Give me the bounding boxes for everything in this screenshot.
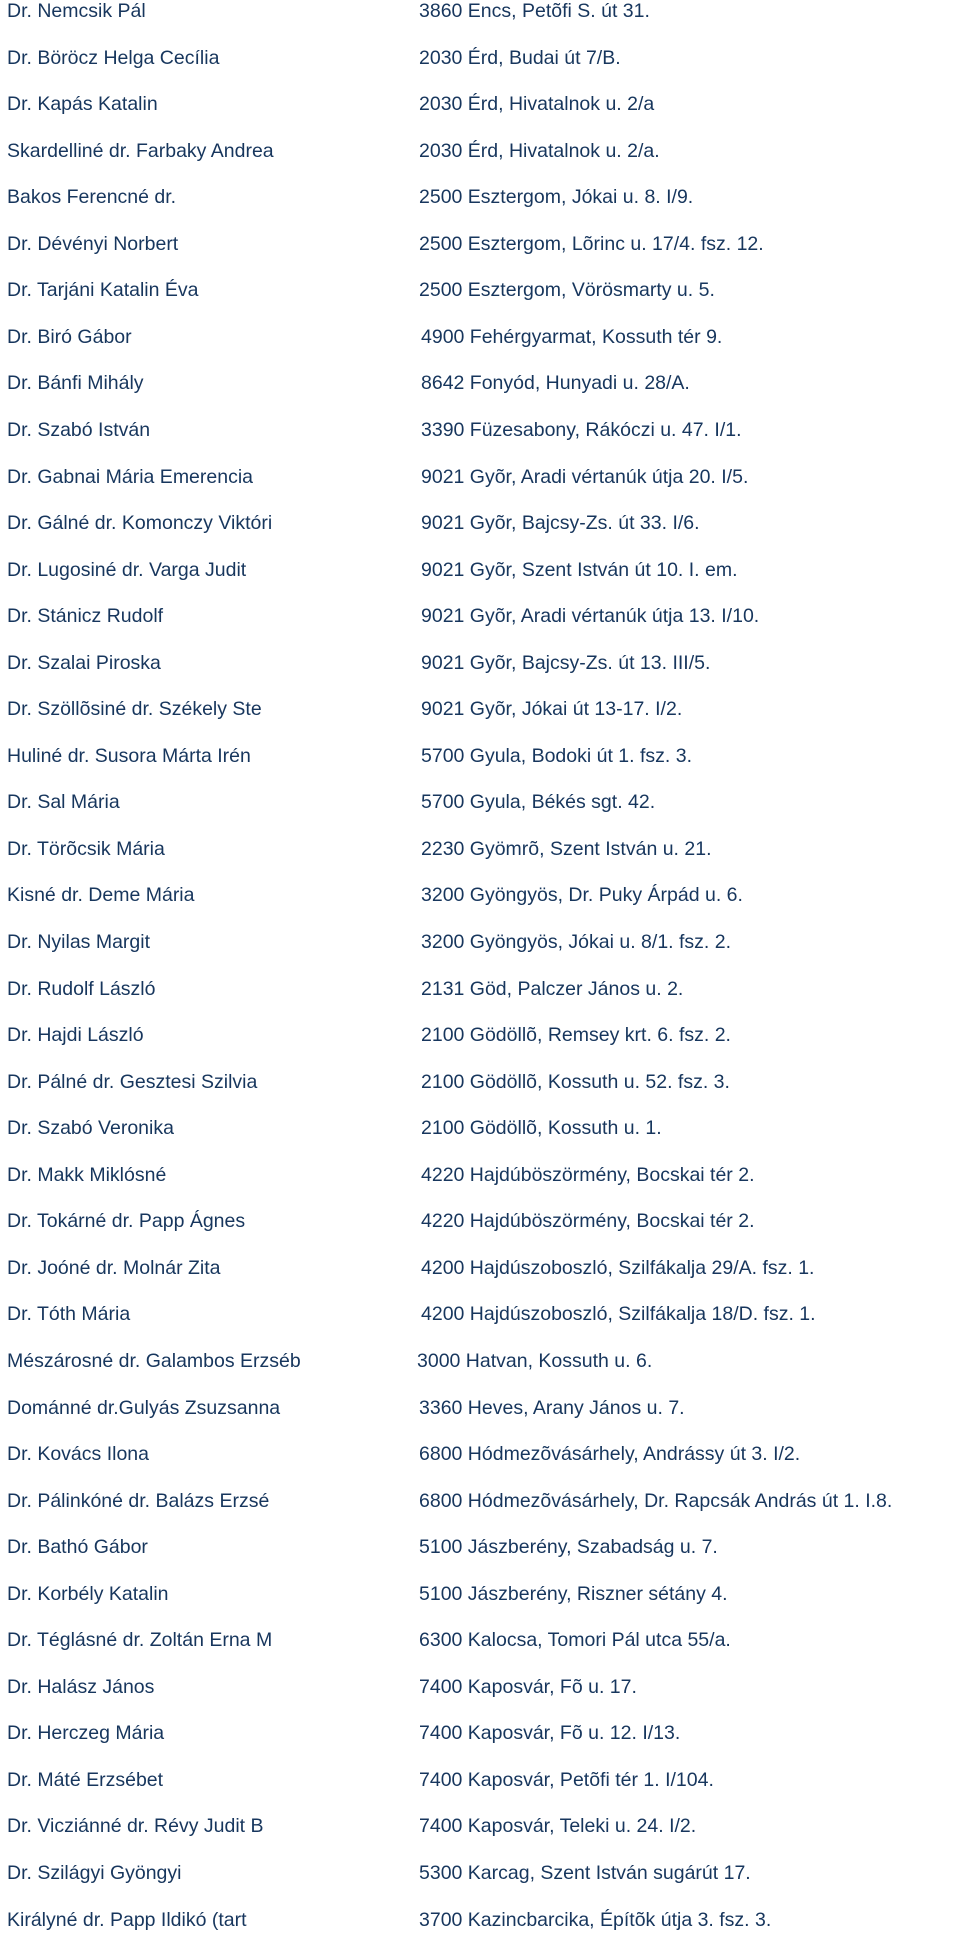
list-item: [0, 43, 960, 73]
list-item: [0, 1160, 960, 1190]
person-name: Dr. Rudolf László: [7, 978, 156, 1000]
person-name: Mészárosné dr. Galambos Erzséb: [7, 1350, 301, 1372]
address-text: 6300 Kalocsa, Tomori Pál utca 55/a.: [419, 1629, 731, 1651]
person-name: Dománné dr.Gulyás Zsuzsanna: [7, 1397, 281, 1419]
person-name: Dr. Joóné dr. Molnár Zita: [7, 1257, 221, 1279]
person-name: Dr. Sal Mária: [7, 791, 120, 813]
list-item: [0, 89, 960, 119]
person-name: Dr. Szalai Piroska: [7, 652, 161, 674]
person-name: Dr. Téglásné dr. Zoltán Erna M: [7, 1629, 273, 1651]
person-name: Dr. Hajdi László: [7, 1024, 144, 1046]
address-text: 2100 Gödöllõ, Remsey krt. 6. fsz. 2.: [421, 1024, 731, 1046]
list-item: [0, 275, 960, 305]
list-item: [0, 1346, 960, 1376]
address-text: 3390 Füzesabony, Rákóczi u. 47. I/1.: [421, 419, 742, 441]
list-item: [0, 555, 960, 585]
person-name: Királyné dr. Papp Ildikó (tart: [7, 1909, 247, 1931]
list-item: [0, 1299, 960, 1329]
list-item: [0, 787, 960, 817]
person-name: Huliné dr. Susora Márta Irén: [7, 745, 251, 767]
person-name: Dr. Stánicz Rudolf: [7, 605, 164, 627]
list-item: [0, 1253, 960, 1283]
person-name: Dr. Tarjáni Katalin Éva: [7, 279, 199, 301]
address-text: 9021 Gyõr, Jókai út 13-17. I/2.: [421, 698, 683, 720]
person-name: Dr. Makk Miklósné: [7, 1164, 167, 1186]
address-text: 5700 Gyula, Békés sgt. 42.: [421, 791, 656, 813]
person-name: Skardelliné dr. Farbaky Andrea: [7, 140, 274, 162]
address-text: 2500 Esztergom, Jókai u. 8. I/9.: [419, 186, 694, 208]
list-item: [0, 229, 960, 259]
address-text: 5700 Gyula, Bodoki út 1. fsz. 3.: [421, 745, 692, 767]
address-text: 2100 Gödöllõ, Kossuth u. 1.: [421, 1117, 662, 1139]
list-item: [0, 322, 960, 352]
list-item: [0, 741, 960, 771]
list-item: [0, 1206, 960, 1236]
address-text: 9021 Gyõr, Aradi vértanúk útja 13. I/10.: [421, 605, 760, 627]
person-name: Dr. Biró Gábor: [7, 326, 132, 348]
person-name: Dr. Tokárné dr. Papp Ágnes: [7, 1210, 246, 1232]
address-text: 2131 Göd, Palczer János u. 2.: [421, 978, 684, 1000]
person-name: Kisné dr. Deme Mária: [7, 884, 195, 906]
address-text: 9021 Gyõr, Szent István út 10. I. em.: [421, 559, 738, 581]
list-item: [0, 1718, 960, 1748]
address-text: 7400 Kaposvár, Teleki u. 24. I/2.: [419, 1815, 697, 1837]
list-item: [0, 415, 960, 445]
person-name: Dr. Böröcz Helga Cecília: [7, 47, 220, 69]
person-name: Dr. Herczeg Mária: [7, 1722, 165, 1744]
address-text: 2030 Érd, Hivatalnok u. 2/a: [419, 93, 655, 115]
address-text: 3200 Gyöngyös, Dr. Puky Árpád u. 6.: [421, 884, 743, 906]
address-text: 3000 Hatvan, Kossuth u. 6.: [417, 1350, 653, 1372]
list-item: [0, 1393, 960, 1423]
person-name: Dr. Pálinkóné dr. Balázs Erzsé: [7, 1490, 270, 1512]
list-item: [0, 1067, 960, 1097]
address-text: 5100 Jászberény, Szabadság u. 7.: [419, 1536, 718, 1558]
address-text: 8642 Fonyód, Hunyadi u. 28/A.: [421, 372, 690, 394]
list-item: [0, 1672, 960, 1702]
person-name: Dr. Bánfi Mihály: [7, 372, 144, 394]
address-text: 7400 Kaposvár, Petõfi tér 1. I/104.: [419, 1769, 714, 1791]
person-name: Dr. Dévényi Norbert: [7, 233, 179, 255]
list-item: [0, 182, 960, 212]
person-name: Dr. Szabó István: [7, 419, 151, 441]
address-text: 6800 Hódmezõvásárhely, Dr. Rapcsák András út 1. I.8.: [419, 1490, 893, 1512]
address-text: 9021 Gyõr, Bajcsy-Zs. út 13. III/5.: [421, 652, 711, 674]
address-text: 2100 Gödöllõ, Kossuth u. 52. fsz. 3.: [421, 1071, 730, 1093]
address-text: 4220 Hajdúböszörmény, Bocskai tér 2.: [421, 1210, 755, 1232]
person-name: Dr. Lugosiné dr. Varga Judit: [7, 559, 247, 581]
address-text: 7400 Kaposvár, Fõ u. 17.: [419, 1676, 637, 1698]
list-item: [0, 1532, 960, 1562]
list-item: [0, 648, 960, 678]
address-text: 4200 Hajdúszoboszló, Szilfákalja 29/A. fsz. 1.: [421, 1257, 815, 1279]
address-text: 3360 Heves, Arany János u. 7.: [419, 1397, 685, 1419]
address-text: 2230 Gyömrõ, Szent István u. 21.: [421, 838, 712, 860]
person-name: Dr. Gálné dr. Komonczy Viktóri: [7, 512, 273, 534]
address-text: 5100 Jászberény, Riszner sétány 4.: [419, 1583, 728, 1605]
person-name: Dr. Nyilas Margit: [7, 931, 151, 953]
list-item: [0, 1486, 960, 1516]
list-item: [0, 601, 960, 631]
address-text: 4220 Hajdúböszörmény, Bocskai tér 2.: [421, 1164, 755, 1186]
list-item: [0, 1905, 960, 1935]
address-text: 4900 Fehérgyarmat, Kossuth tér 9.: [421, 326, 723, 348]
person-name: Dr. Szabó Veronika: [7, 1117, 174, 1139]
address-text: 3200 Gyöngyös, Jókai u. 8/1. fsz. 2.: [421, 931, 732, 953]
person-name: Dr. Bathó Gábor: [7, 1536, 148, 1558]
list-item: [0, 368, 960, 398]
person-name: Dr. Szilágyi Gyöngyi: [7, 1862, 182, 1884]
address-text: 2030 Érd, Hivatalnok u. 2/a.: [419, 140, 660, 162]
list-item: [0, 974, 960, 1004]
person-name: Dr. Kovács Ilona: [7, 1443, 149, 1465]
person-name: Dr. Vicziánné dr. Révy Judit B: [7, 1815, 264, 1837]
address-text: 6800 Hódmezõvásárhely, Andrássy út 3. I/2.: [419, 1443, 801, 1465]
list-item: [0, 1020, 960, 1050]
person-name: Dr. Szöllõsiné dr. Székely Ste: [7, 698, 262, 720]
address-text: 2500 Esztergom, Vörösmarty u. 5.: [419, 279, 715, 301]
address-text: 3700 Kazincbarcika, Építõk útja 3. fsz. 3.: [419, 1909, 772, 1931]
list-item: [0, 462, 960, 492]
address-text: 3860 Encs, Petõfi S. út 31.: [419, 0, 650, 22]
person-name: Dr. Máté Erzsébet: [7, 1769, 164, 1791]
person-name: Dr. Törõcsik Mária: [7, 838, 165, 860]
list-item: [0, 508, 960, 538]
list-item: [0, 927, 960, 957]
list-item: [0, 1579, 960, 1609]
address-text: 2030 Érd, Budai út 7/B.: [419, 47, 621, 69]
list-item: [0, 834, 960, 864]
address-text: 4200 Hajdúszoboszló, Szilfákalja 18/D. fsz. 1.: [421, 1303, 816, 1325]
person-name: Dr. Gabnai Mária Emerencia: [7, 466, 254, 488]
person-name: Dr. Kapás Katalin: [7, 93, 158, 115]
person-name: Dr. Tóth Mária: [7, 1303, 131, 1325]
person-name: Dr. Nemcsik Pál: [7, 0, 146, 22]
address-text: 9021 Gyõr, Bajcsy-Zs. út 33. I/6.: [421, 512, 700, 534]
list-item: [0, 880, 960, 910]
person-name: Bakos Ferencné dr.: [7, 186, 177, 208]
list-item: [0, 136, 960, 166]
list-item: [0, 1858, 960, 1888]
person-name: Dr. Korbély Katalin: [7, 1583, 169, 1605]
list-item: [0, 1113, 960, 1143]
list-item: [0, 1625, 960, 1655]
person-name: Dr. Pálné dr. Gesztesi Szilvia: [7, 1071, 258, 1093]
list-item: [0, 1765, 960, 1795]
address-text: 5300 Karcag, Szent István sugárút 17.: [419, 1862, 751, 1884]
list-item: [0, 1811, 960, 1841]
address-text: 9021 Gyõr, Aradi vértanúk útja 20. I/5.: [421, 466, 749, 488]
list-item: [0, 0, 960, 26]
list-item: [0, 694, 960, 724]
list-item: [0, 1439, 960, 1469]
address-text: 2500 Esztergom, Lõrinc u. 17/4. fsz. 12.: [419, 233, 764, 255]
address-text: 7400 Kaposvár, Fõ u. 12. I/13.: [419, 1722, 681, 1744]
person-name: Dr. Halász János: [7, 1676, 155, 1698]
